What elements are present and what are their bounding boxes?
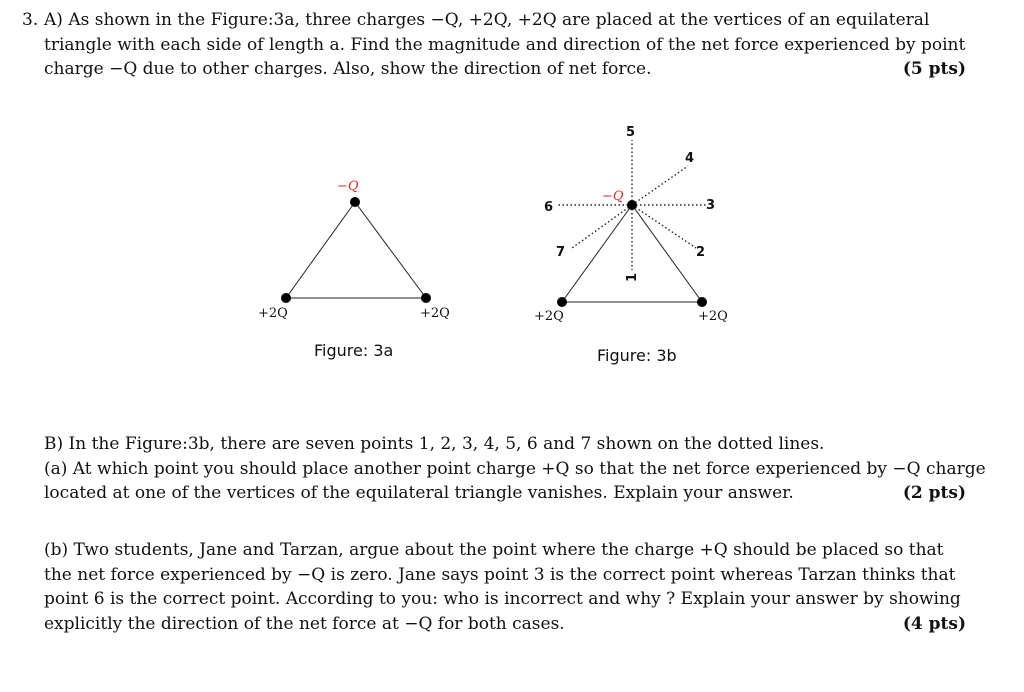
part-b-b-points: (4 pts) [902,613,966,634]
part-b-a-line-2-text: located at one of the vertices of the equilateral triangle vanishes. Explain your answer. [44,483,794,503]
part-a-text [44,8,966,82]
part-b-a-points: (2 pts) [902,483,966,503]
fig3b-point-5: 5 [626,125,636,140]
part-b-intro: B) In the Figure:3b, there are seven points 1, 2, 3, 4, 5, 6 and 7 shown on the dotted lines. [44,434,825,454]
fig3a-label-left: +2Q [258,306,288,321]
part-b-a-line-1: (a) At which point you should place another point charge +Q so that the net force experienced by −Q charge [44,458,986,479]
fig3b-label-right: +2Q [698,309,728,324]
fig3b-side-left [562,205,632,302]
fig3b-point-1: 1 [625,272,640,282]
part-b-b-line-1: (b) Two students, Jane and Tarzan, argue about the point where the charge +Q should be placed so that [44,540,944,560]
fig3a-charge-right [421,293,431,303]
fig3b-label-top: −Q [602,189,624,204]
part-b-b-line-4-text: explicitly the direction of the net force at −Q for both cases. [44,613,565,634]
part-b-b-text [44,538,966,636]
fig3b-dotted-to-2 [632,205,696,248]
fig3a-label-top: −Q [337,179,359,194]
figure-3b [520,118,760,328]
fig3b-point-2: 2 [696,245,706,260]
part-a-line-3-text: charge −Q due to other charges. Also, show the direction of net force. [44,59,652,79]
fig3b-point-3: 3 [706,198,716,213]
figure-3b-caption: Figure: 3b [597,346,677,365]
fig3b-point-6: 6 [544,200,554,215]
part-a-line-1: A) As shown in the Figure:3a, three charges −Q, +2Q, +2Q are placed at the vertices of an equilateral [44,10,930,30]
fig3b-charge-right [697,297,707,307]
part-a-line-2: triangle with each side of length a. Find the magnitude and direction of the net force experienced by point [44,34,966,55]
question-number: 3. [22,10,39,30]
fig3a-charge-top [350,197,360,207]
fig3b-point-4: 4 [685,151,695,166]
figure-3a-caption: Figure: 3a [314,341,394,360]
fig3b-label-left: +2Q [534,309,564,324]
fig3b-point-7: 7 [556,245,566,260]
part-b-b-line-4 [44,612,966,637]
fig3a-charge-left [281,293,291,303]
figure-3a [240,170,460,330]
fig3a-side-right [355,202,426,298]
fig3b-dotted-to-7 [572,205,632,248]
fig3b-charge-top [627,200,637,210]
part-b-b-line-2: the net force experienced by −Q is zero. Jane says point 3 is the correct point whereas Tarzan thinks that [44,564,956,585]
fig3a-side-left [286,202,355,298]
part-a-line-3 [44,57,966,82]
fig3b-side-right [632,205,702,302]
part-b-text [44,432,986,506]
part-b-a-line-2 [44,481,966,506]
fig3a-label-right: +2Q [420,306,450,321]
part-b-b-line-3: point 6 is the correct point. According to you: who is incorrect and why ? Explain your answer by showing [44,589,961,609]
part-a-points: (5 pts) [902,59,966,79]
fig3b-charge-left [557,297,567,307]
fig3b-dotted-to-4 [632,166,688,205]
